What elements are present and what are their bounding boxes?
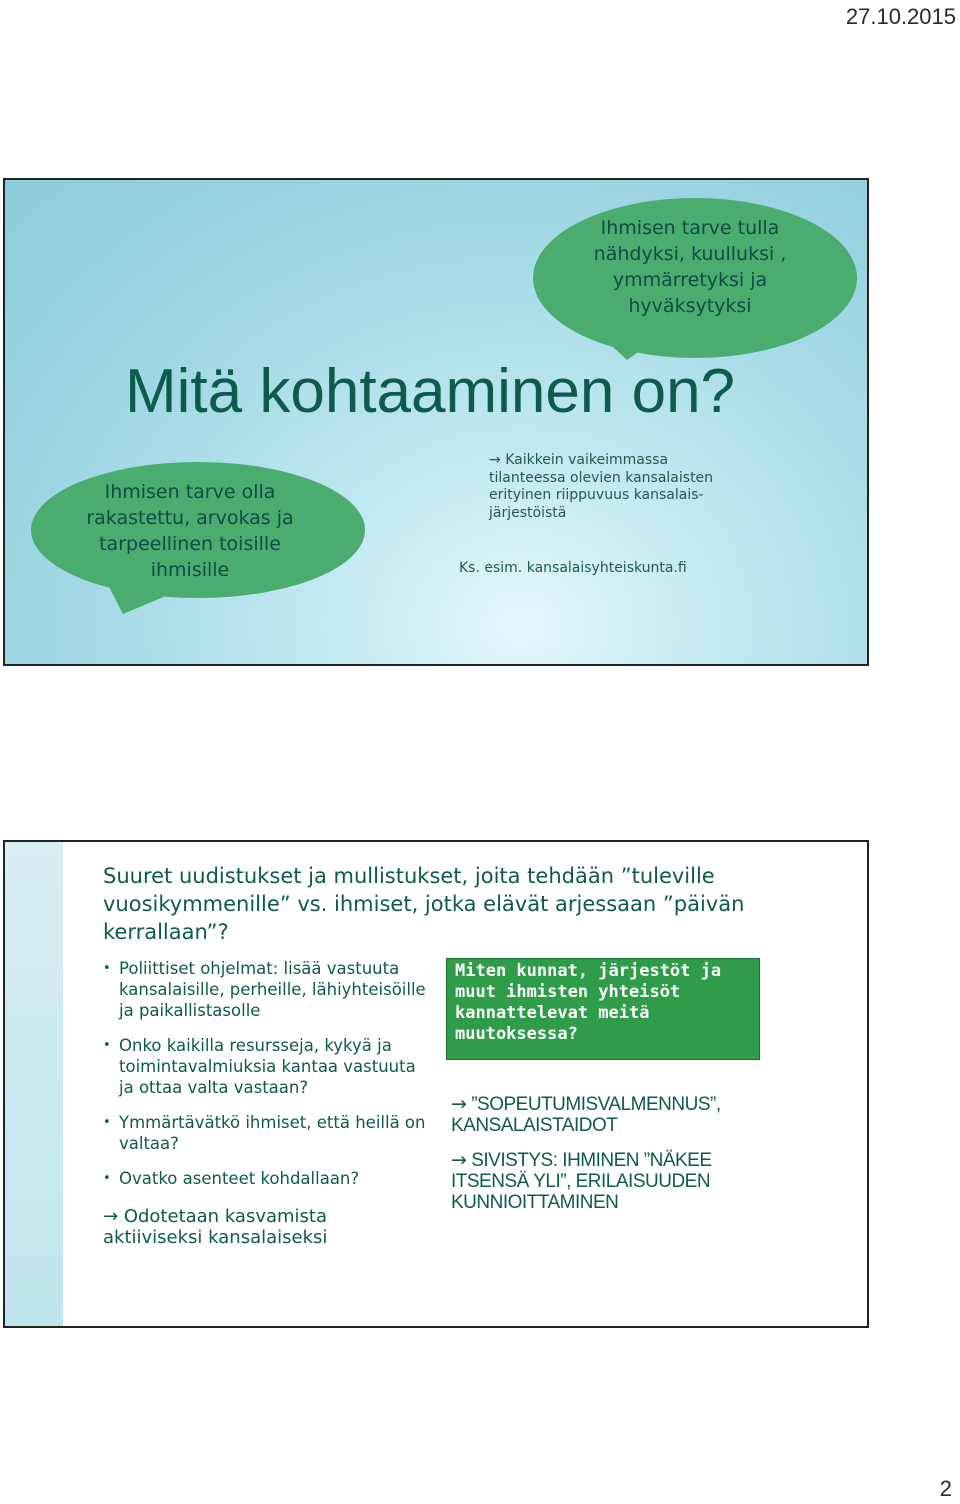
conclusion — [103, 1206, 423, 1248]
arrow-right-icon: → — [451, 1093, 467, 1115]
bullet-item: • Ovatko asenteet kohdallaan? — [103, 1168, 433, 1189]
bubble-right-text: Ihmisen tarve tulla nähdyksi, kuulluksi , ymmärretyksi ja hyväksytyksi — [593, 217, 787, 317]
bullet-item: • Ymmärtävätkö ihmiset, että heillä on valtaa? — [103, 1112, 433, 1154]
arrow-right-icon: → — [451, 1149, 467, 1171]
page-date: 27.10.2015 — [845, 4, 956, 29]
note-text: Kaikkein vaikeimmassa tilanteessa olevien kansalaisten erityinen riippuvuus kansalais- järjestöistä — [489, 452, 714, 521]
arrow-right-icon: → — [489, 452, 501, 468]
slide-1 — [3, 178, 869, 666]
right-item-1 — [451, 1094, 791, 1136]
arrow-right-icon: → — [103, 1206, 119, 1227]
bullet-item: • Onko kaikilla resursseja, kykyä ja toimintavalmiuksia kantaa vastuuta ja ottaa valta vastaan? — [103, 1035, 433, 1098]
slide-title: Mitä kohtaaminen on? — [125, 357, 736, 426]
bullet-item: • Poliittiset ohjelmat: lisää vastuuta kansalaisille, perheille, lähiyhteisöille ja paikallistasolle — [103, 958, 433, 1021]
note — [489, 452, 729, 522]
see-also-link[interactable]: Ks. esim. kansalaisyhteiskunta.fi — [459, 560, 687, 576]
right-item-text: ”SOPEUTUMISVALMENNUS”, KANSALAISTAIDOT — [451, 1094, 721, 1136]
bullet-list — [103, 958, 433, 1203]
bubble-left-text: Ihmisen tarve olla rakastettu, arvokas ja tarpeellinen toisille ihmisille — [86, 481, 294, 581]
right-item-text: SIVISTYS: IHMINEN ”NÄKEE ITSENSÄ YLI”, ERILAISUUDEN KUNNIOITTAMINEN — [451, 1150, 712, 1213]
right-item-2 — [451, 1150, 791, 1213]
decorative-stripe — [5, 842, 63, 1326]
slide-heading: Suuret uudistukset ja mullistukset, joita tehdään ”tuleville vuosikymmenille” vs. ihmiset, jotka elävät arjessaan ”päivän kerrallaan”? — [103, 864, 745, 944]
highlight-box: Miten kunnat, järjestöt ja muut ihmisten yhteisöt kannattelevat meitä muutoksessa? — [446, 958, 760, 1060]
slide-2 — [3, 840, 869, 1328]
conclusion-text: Odotetaan kasvamista aktiiviseksi kansalaiseksi — [103, 1206, 328, 1248]
page-number: 2 — [939, 1476, 952, 1501]
